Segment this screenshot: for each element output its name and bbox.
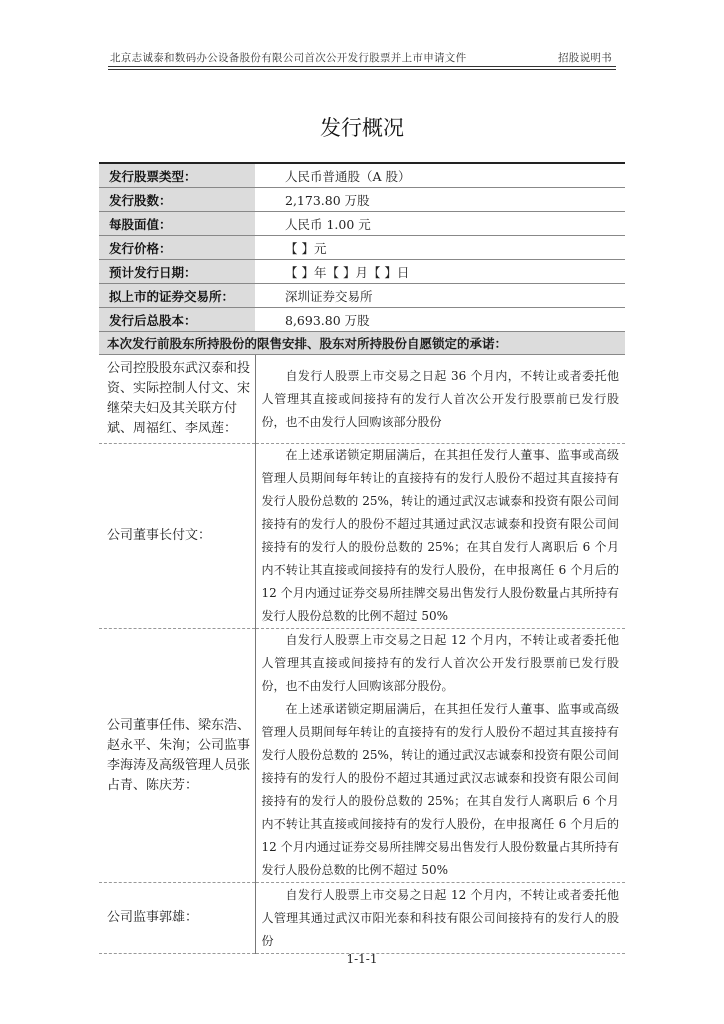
- page-title: 发行概况: [320, 116, 404, 140]
- lockup-paragraph: 在上述承诺锁定期届满后，在其担任发行人董事、监事或高级管理人员期间每年转让的直接持有的发行人股份不超过其直接持有发行人股份总数的 25%，转让的通过武汉志诚泰和投资有限公司间接持有的发行人的股份不超过其通过武汉志诚泰和投资有限公司间接持有的发行人的股份总数的 25%；在其自发行人离职后 6 个月内不转让其直接或间接持有的发行人股份，在申报离任 6 个月后的 12 个月内通过证券交易所挂牌交易出售发行人股份数量占其所持有发行人股份总数的比例不超过 50%: [261, 448, 619, 623]
- summary-value: 8,693.80 万股: [255, 308, 625, 332]
- summary-value: 人民币普通股（A 股）: [255, 163, 625, 188]
- lockup-paragraph: 自发行人股票上市交易之日起 12 个月内，不转让或者委托他人管理其通过武汉市阳光泰和科技有限公司间接持有的发行人的股份: [261, 887, 619, 948]
- summary-label: 发行价格：: [99, 236, 255, 260]
- lockup-commitment: [255, 355, 625, 444]
- summary-value: 深圳证券交易所: [255, 284, 625, 308]
- summary-label: 发行后总股本：: [99, 308, 255, 332]
- lockup-commitment: [255, 444, 625, 629]
- summary-label: 每股面值：: [99, 212, 255, 236]
- lockup-row-chairman: [99, 444, 625, 629]
- lockup-paragraph: 自发行人股票上市交易之日起 12 个月内，不转让或者委托他人管理其直接或间接持有的发行人首次公开发行股票前已发行股份，也不由发行人回购该部分股份。: [261, 633, 619, 693]
- summary-row-issue-price: [99, 236, 625, 260]
- page-number: 1-1-1: [346, 952, 378, 966]
- lockup-row-directors-supervisors: [99, 629, 625, 883]
- lockup-section-title: 本次发行前股东所持股份的限售安排、股东对所持股份自愿锁定的承诺：: [99, 332, 625, 355]
- lockup-party: 公司董事长付文：: [99, 444, 255, 629]
- summary-row-exchange: [99, 284, 625, 308]
- lockup-section-heading-row: [99, 332, 625, 355]
- lockup-row-controlling-shareholders: [99, 355, 625, 444]
- lockup-row-supervisor: [99, 883, 625, 954]
- offering-overview-table: [99, 162, 625, 954]
- summary-label: 预计发行日期：: [99, 260, 255, 284]
- header-document-type: 招股说明书: [558, 52, 612, 64]
- lockup-paragraph: 在上述承诺锁定期届满后，在其担任发行人董事、监事或高级管理人员期间每年转让的直接持有的发行人股份不超过其直接持有发行人股份总数的 25%，转让的通过武汉志诚泰和投资有限公司间接持有的发行人的股份不超过其通过武汉志诚泰和投资有限公司间接持有的发行人的股份总数的 25%；在其自发行人离职后 6 个月内不转让其直接或间接持有的发行人股份，在申报离任 6 个月后的 12 个月内通过证券交易所挂牌交易出售发行人股份数量占其所持有发行人股份总数的比例不超过 50%: [261, 702, 619, 877]
- summary-row-par-value: [99, 212, 625, 236]
- summary-label: 发行股票类型：: [99, 163, 255, 188]
- summary-value: 2,173.80 万股: [255, 188, 625, 212]
- summary-value: 【 】元: [255, 236, 625, 260]
- lockup-party: 公司董事任伟、梁东浩、赵永平、朱洵；公司监事李海涛及高级管理人员张占青、陈庆芳：: [99, 629, 255, 883]
- lockup-party: 公司控股股东武汉泰和投资、实际控制人付文、宋继荣夫妇及其关联方付斌、周福红、李凤莲：: [99, 355, 255, 444]
- running-header: [108, 50, 616, 67]
- summary-label: 发行股数：: [99, 188, 255, 212]
- summary-row-total-shares: [99, 308, 625, 332]
- lockup-commitment: [255, 883, 625, 954]
- summary-row-share-type: [99, 163, 625, 188]
- summary-row-issue-date: [99, 260, 625, 284]
- header-document-title: 北京志诚泰和数码办公设备股份有限公司首次公开发行股票并上市申请文件: [110, 52, 467, 64]
- lockup-party: 公司监事郭雄：: [99, 883, 255, 954]
- lockup-commitment: [255, 629, 625, 883]
- summary-label: 拟上市的证券交易所：: [99, 284, 255, 308]
- summary-value: 【 】年【 】月【 】日: [255, 260, 625, 284]
- lockup-paragraph: 自发行人股票上市交易之日起 36 个月内，不转让或者委托他人管理其直接或间接持有的发行人首次公开发行股票前已发行股份，也不由发行人回购该部分股份: [261, 368, 619, 429]
- summary-value: 人民币 1.00 元: [255, 212, 625, 236]
- header-rule: [108, 69, 616, 70]
- summary-row-share-count: [99, 188, 625, 212]
